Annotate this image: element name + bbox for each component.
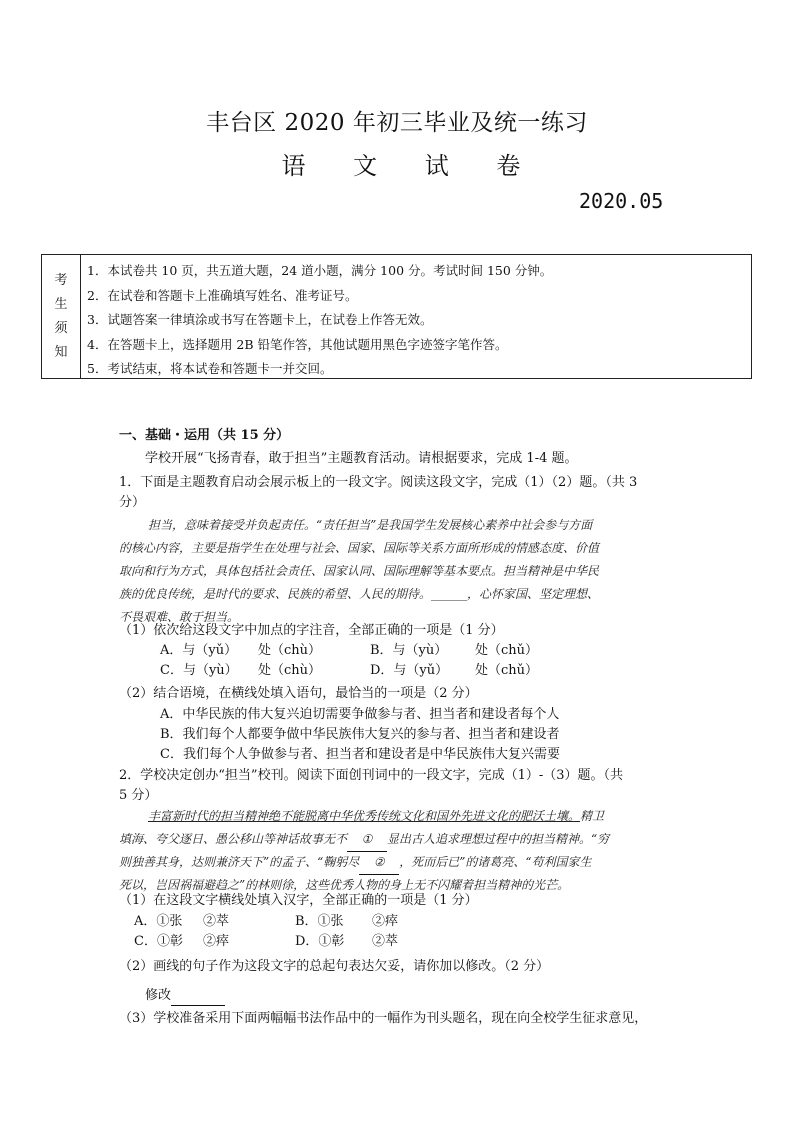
notice-items xyxy=(81,255,751,378)
option-a-pinyin: 处（chù） xyxy=(258,643,322,658)
passage-2-line: 则独善其身，达则兼济天下”的孟子、“鞠躬尽 ② ，死而后已”的诸葛亮、“苟利国家生 xyxy=(119,851,592,875)
notice-label-char: 考 xyxy=(54,272,68,288)
notice-item: 4．在答题卡上，选择题用 2B 铅笔作答，其他试题用黑色字迹签字笔作答。 xyxy=(87,336,508,352)
notice-item: 2．在试卷和答题卡上准确填写姓名、准考证号。 xyxy=(87,287,358,303)
option-d-part2: ②萃 xyxy=(372,934,399,949)
option-b: B．与（yù） xyxy=(370,643,448,658)
option-c-part2: ②瘁 xyxy=(203,934,230,949)
question-1-2: （2）结合语境，在横线处填入语句，最恰当的一项是（2 分） xyxy=(119,686,478,701)
option-c: C．与（yù） xyxy=(160,663,238,678)
notice-item: 1．本试卷共 10 页，共五道大题，24 道小题，满分 100 分。考试时间 150 分钟。 xyxy=(87,263,553,278)
answer-line xyxy=(145,986,225,1006)
exam-date: 2020.05 xyxy=(579,189,664,213)
option-c-pinyin: 处（chù） xyxy=(258,663,322,678)
option-d-pinyin: 处（chǔ） xyxy=(475,663,539,678)
question-2-3: （3）学校准备采用下面两幅幅书法作品中的一幅作为刊头题名，现在向全校学生征求意见， xyxy=(119,1011,648,1026)
section-heading: 一、基础・运用（共 15 分） xyxy=(119,428,290,443)
option-d: D．与（yǔ） xyxy=(370,663,449,678)
question-2-2: （2）画线的句子作为这段文字的总起句表达欠妥，请你加以修改。（2 分） xyxy=(119,959,550,974)
section-intro: 学校开展“飞扬青春，敢于担当”主题教育活动。请根据要求，完成 1-4 题。 xyxy=(145,451,578,466)
passage-2-line: 填海、夸父逐日、愚公移山等神话故事无不 ① 显出古人追求理想过程中的担当精神。“穷 xyxy=(119,828,609,852)
question-2-1: （1）在这段文字横线处填入汉字，全部正确的一项是（1 分） xyxy=(119,893,478,908)
underlined-sentence: 丰富新时代的担当精神绝不能脱离中华优秀传统文化和国外先进文化的肥沃土壤。 xyxy=(148,809,581,823)
option-c: C．我们每个人争做参与者、担当者和建设者是中华民族伟大复兴需要 xyxy=(160,747,560,762)
passage-1-line: 族的优良传统，是时代的要求、民族的希望、人民的期待。______，心怀家国、坚定理想、 xyxy=(119,587,600,601)
passage-1-line: 不畏艰难、敢于担当。 xyxy=(119,610,240,624)
blank-1: ① xyxy=(347,828,387,852)
question-1-stem-cont: 分） xyxy=(119,495,146,510)
answer-blank xyxy=(171,991,225,1006)
option-a: A．①张 xyxy=(134,914,183,929)
passage-1-line: 的核心内容，主要是指学生在处理与社会、国家、国际等关系方面所形成的情感态度、价值 xyxy=(119,541,600,555)
option-b-part2: ②瘁 xyxy=(372,914,399,929)
option-a: A．与（yǔ） xyxy=(160,643,238,658)
exam-subtitle: 语 文 试 卷 xyxy=(281,152,541,180)
option-a: A．中华民族的伟大复兴迫切需要争做参与者、担当者和建设者每个人 xyxy=(160,707,560,722)
question-1-stem: 1．下面是主题教育启动会展示板上的一段文字。阅读这段文字，完成（1）（2）题。（共 3 xyxy=(119,475,638,490)
notice-label xyxy=(42,255,81,378)
question-1-1: （1）依次给这段文字中加点的字注音，全部正确的一项是（1 分） xyxy=(119,623,504,638)
notice-label-char: 须 xyxy=(54,320,68,336)
option-b-pinyin: 处（chǔ） xyxy=(475,643,539,658)
passage-1-line: 取向和行为方式，具体包括社会责任、国家认同、国际理解等基本要点。担当精神是中华民 xyxy=(119,564,600,578)
option-a-part2: ②萃 xyxy=(203,914,230,929)
passage-2-line: 丰富新时代的担当精神绝不能脱离中华优秀传统文化和国外先进文化的肥沃土壤。精卫 xyxy=(148,809,605,823)
option-b: B．①张 xyxy=(295,914,344,929)
answer-label: 修改 xyxy=(145,988,172,1003)
option-c: C．①彰 xyxy=(134,934,183,949)
question-2-stem-cont: 5 分） xyxy=(119,788,158,803)
option-d: D．①彰 xyxy=(295,934,345,949)
exam-title: 丰台区 2020 年初三毕业及统一练习 xyxy=(206,110,588,136)
passage-1-line: 担当，意味着接受并负起责任。“责任担当”是我国学生发展核心素养中社会参与方面 xyxy=(148,518,593,532)
option-b: B．我们每个人都要争做中华民族伟大复兴的参与者、担当者和建设者 xyxy=(160,727,560,742)
question-2-stem: 2．学校决定创办“担当”校刊。阅读下面创刊词中的一段文字，完成（1）-（3）题。（共 xyxy=(119,768,623,783)
passage-2-line: 死以，岂因祸福避趋之”的林则徐，这些优秀人物的身上无不闪耀着担当精神的光芒。 xyxy=(119,878,570,892)
blank-2: ② xyxy=(359,851,399,875)
notice-label-char: 生 xyxy=(54,296,68,312)
notice-item: 3．试题答案一律填涂或书写在答题卡上，在试卷上作答无效。 xyxy=(87,312,433,327)
notice-item: 5．考试结束，将本试卷和答题卡一并交回。 xyxy=(87,361,333,376)
notice-box xyxy=(41,254,752,379)
notice-label-char: 知 xyxy=(54,344,68,360)
